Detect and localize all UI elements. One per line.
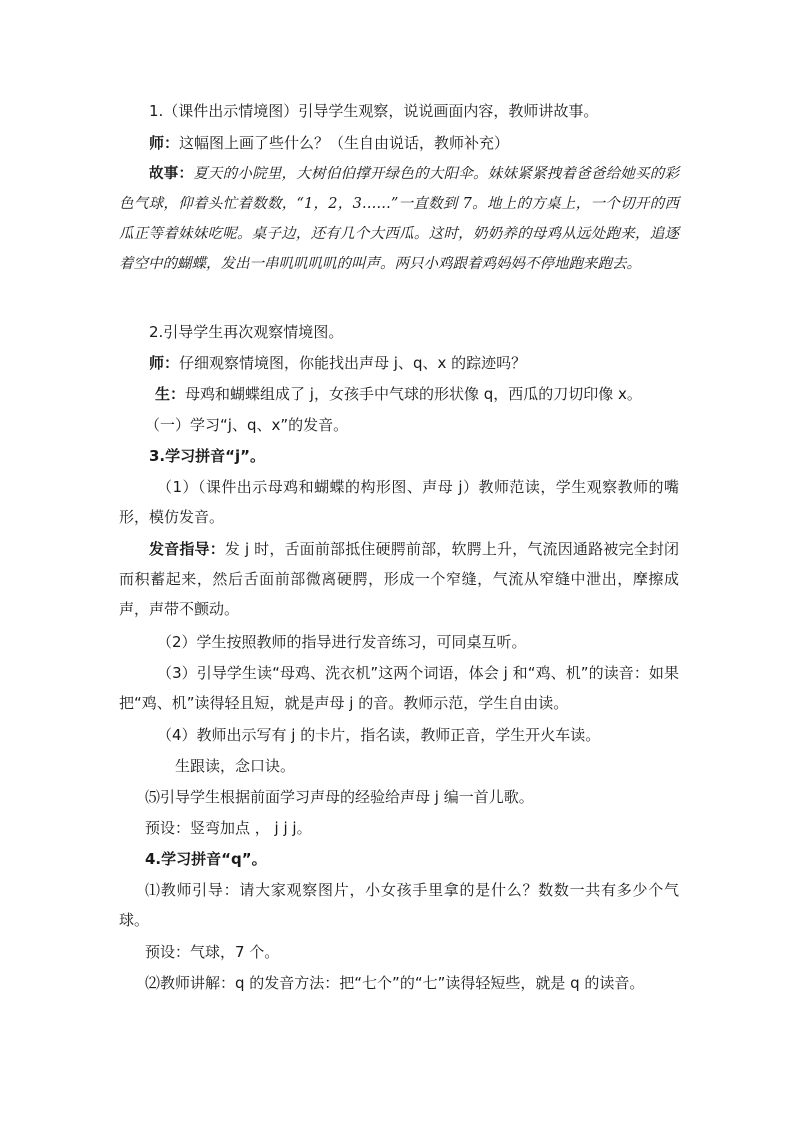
paragraph-2: 师：这幅图上画了些什么？（生自由说话，教师补充） bbox=[149, 134, 510, 152]
paragraph-20: ⑵教师讲解：q 的发音方法：把“七个”的“七”读得轻短些，就是 q 的读音。 bbox=[145, 974, 645, 992]
paragraph-12: （3）引导学生读“母鸡、洗衣机”这两个词语，体会 j 和“鸡、机”的读音：如果把“鸡、机”读得轻且短，就是声母 j 的音。教师示范，学生自由读。 bbox=[119, 664, 679, 712]
teacher-label: 师： bbox=[149, 134, 180, 152]
story-label: 故事： bbox=[149, 166, 194, 182]
paragraph-9: （1）（课件出示母鸡和蝴蝶的构形图、声母 j）教师范读，学生观察教师的嘴形，模仿发音。 bbox=[119, 478, 679, 526]
paragraph-1: 1.（课件出示情境图）引导学生观察，说说画面内容，教师讲故事。 bbox=[149, 102, 599, 120]
paragraph-14: 生跟读，念口诀。 bbox=[175, 757, 296, 775]
paragraph-13: （4）教师出示写有 j 的卡片，指名读，教师正音，学生开火车读。 bbox=[157, 726, 601, 744]
section-heading: （一）学习“j、q、x”的发音。 bbox=[145, 416, 349, 434]
pronunciation-guide: 发音指导：发 j 时，舌面前部抵住硬腭前部，软腭上升，气流因通路被完全封闭而积蓄起来，然后舌面前部微离硬腭，形成一个窄缝，气流从窄缝中泄出，摩擦成声，声带不颤动。 bbox=[119, 540, 679, 618]
paragraph-11: （2）学生按照教师的指导进行发音练习，可同桌互听。 bbox=[157, 633, 527, 651]
student-label: 生： bbox=[155, 385, 186, 403]
paragraph-5: 师：仔细观察情境图，你能找出声母 j、q、x 的踪迹吗？ bbox=[149, 354, 527, 372]
guide-label: 发音指导： bbox=[149, 540, 225, 558]
story-paragraph: 故事：夏天的小院里，大树伯伯撑开绿色的大阳伞。妹妹紧紧拽着爸爸给她买的彩色气球，仰着头忙着数数，“1，2，3……”一直数到 7。地上的方桌上，一个切开的西瓜正等着妹妹吃呢。桌子边，还有几个大西瓜。这时，奶奶养的母鸡从远处跑来，追逐着空中的蝴蝶，发出一串叽叽叽叽的叫声。两只小鸡跟着鸡妈妈不停地跑来跑去。 bbox=[119, 166, 679, 272]
subheading-j: 3.学习拼音“j”。 bbox=[149, 447, 265, 465]
paragraph-4: 2.引导学生再次观察情境图。 bbox=[149, 323, 344, 341]
paragraph-16: 预设：竖弯加点 ， j j j。 bbox=[145, 819, 312, 837]
paragraph-18: ⑴教师引导：请大家观察图片，小女孩手里拿的是什么？数数一共有多少个气球。 bbox=[119, 881, 679, 929]
paragraph-19: 预设：气球，7 个。 bbox=[145, 943, 280, 961]
teacher-label: 师： bbox=[149, 354, 180, 372]
paragraph-15: ⑸引导学生根据前面学习声母的经验给声母 j 编一首儿歌。 bbox=[145, 788, 534, 806]
paragraph-6: 生：母鸡和蝴蝶组成了 j，女孩手中气球的形状像 q，西瓜的刀切印像 x。 bbox=[155, 385, 642, 403]
subheading-q: 4.学习拼音“q”。 bbox=[145, 850, 267, 868]
